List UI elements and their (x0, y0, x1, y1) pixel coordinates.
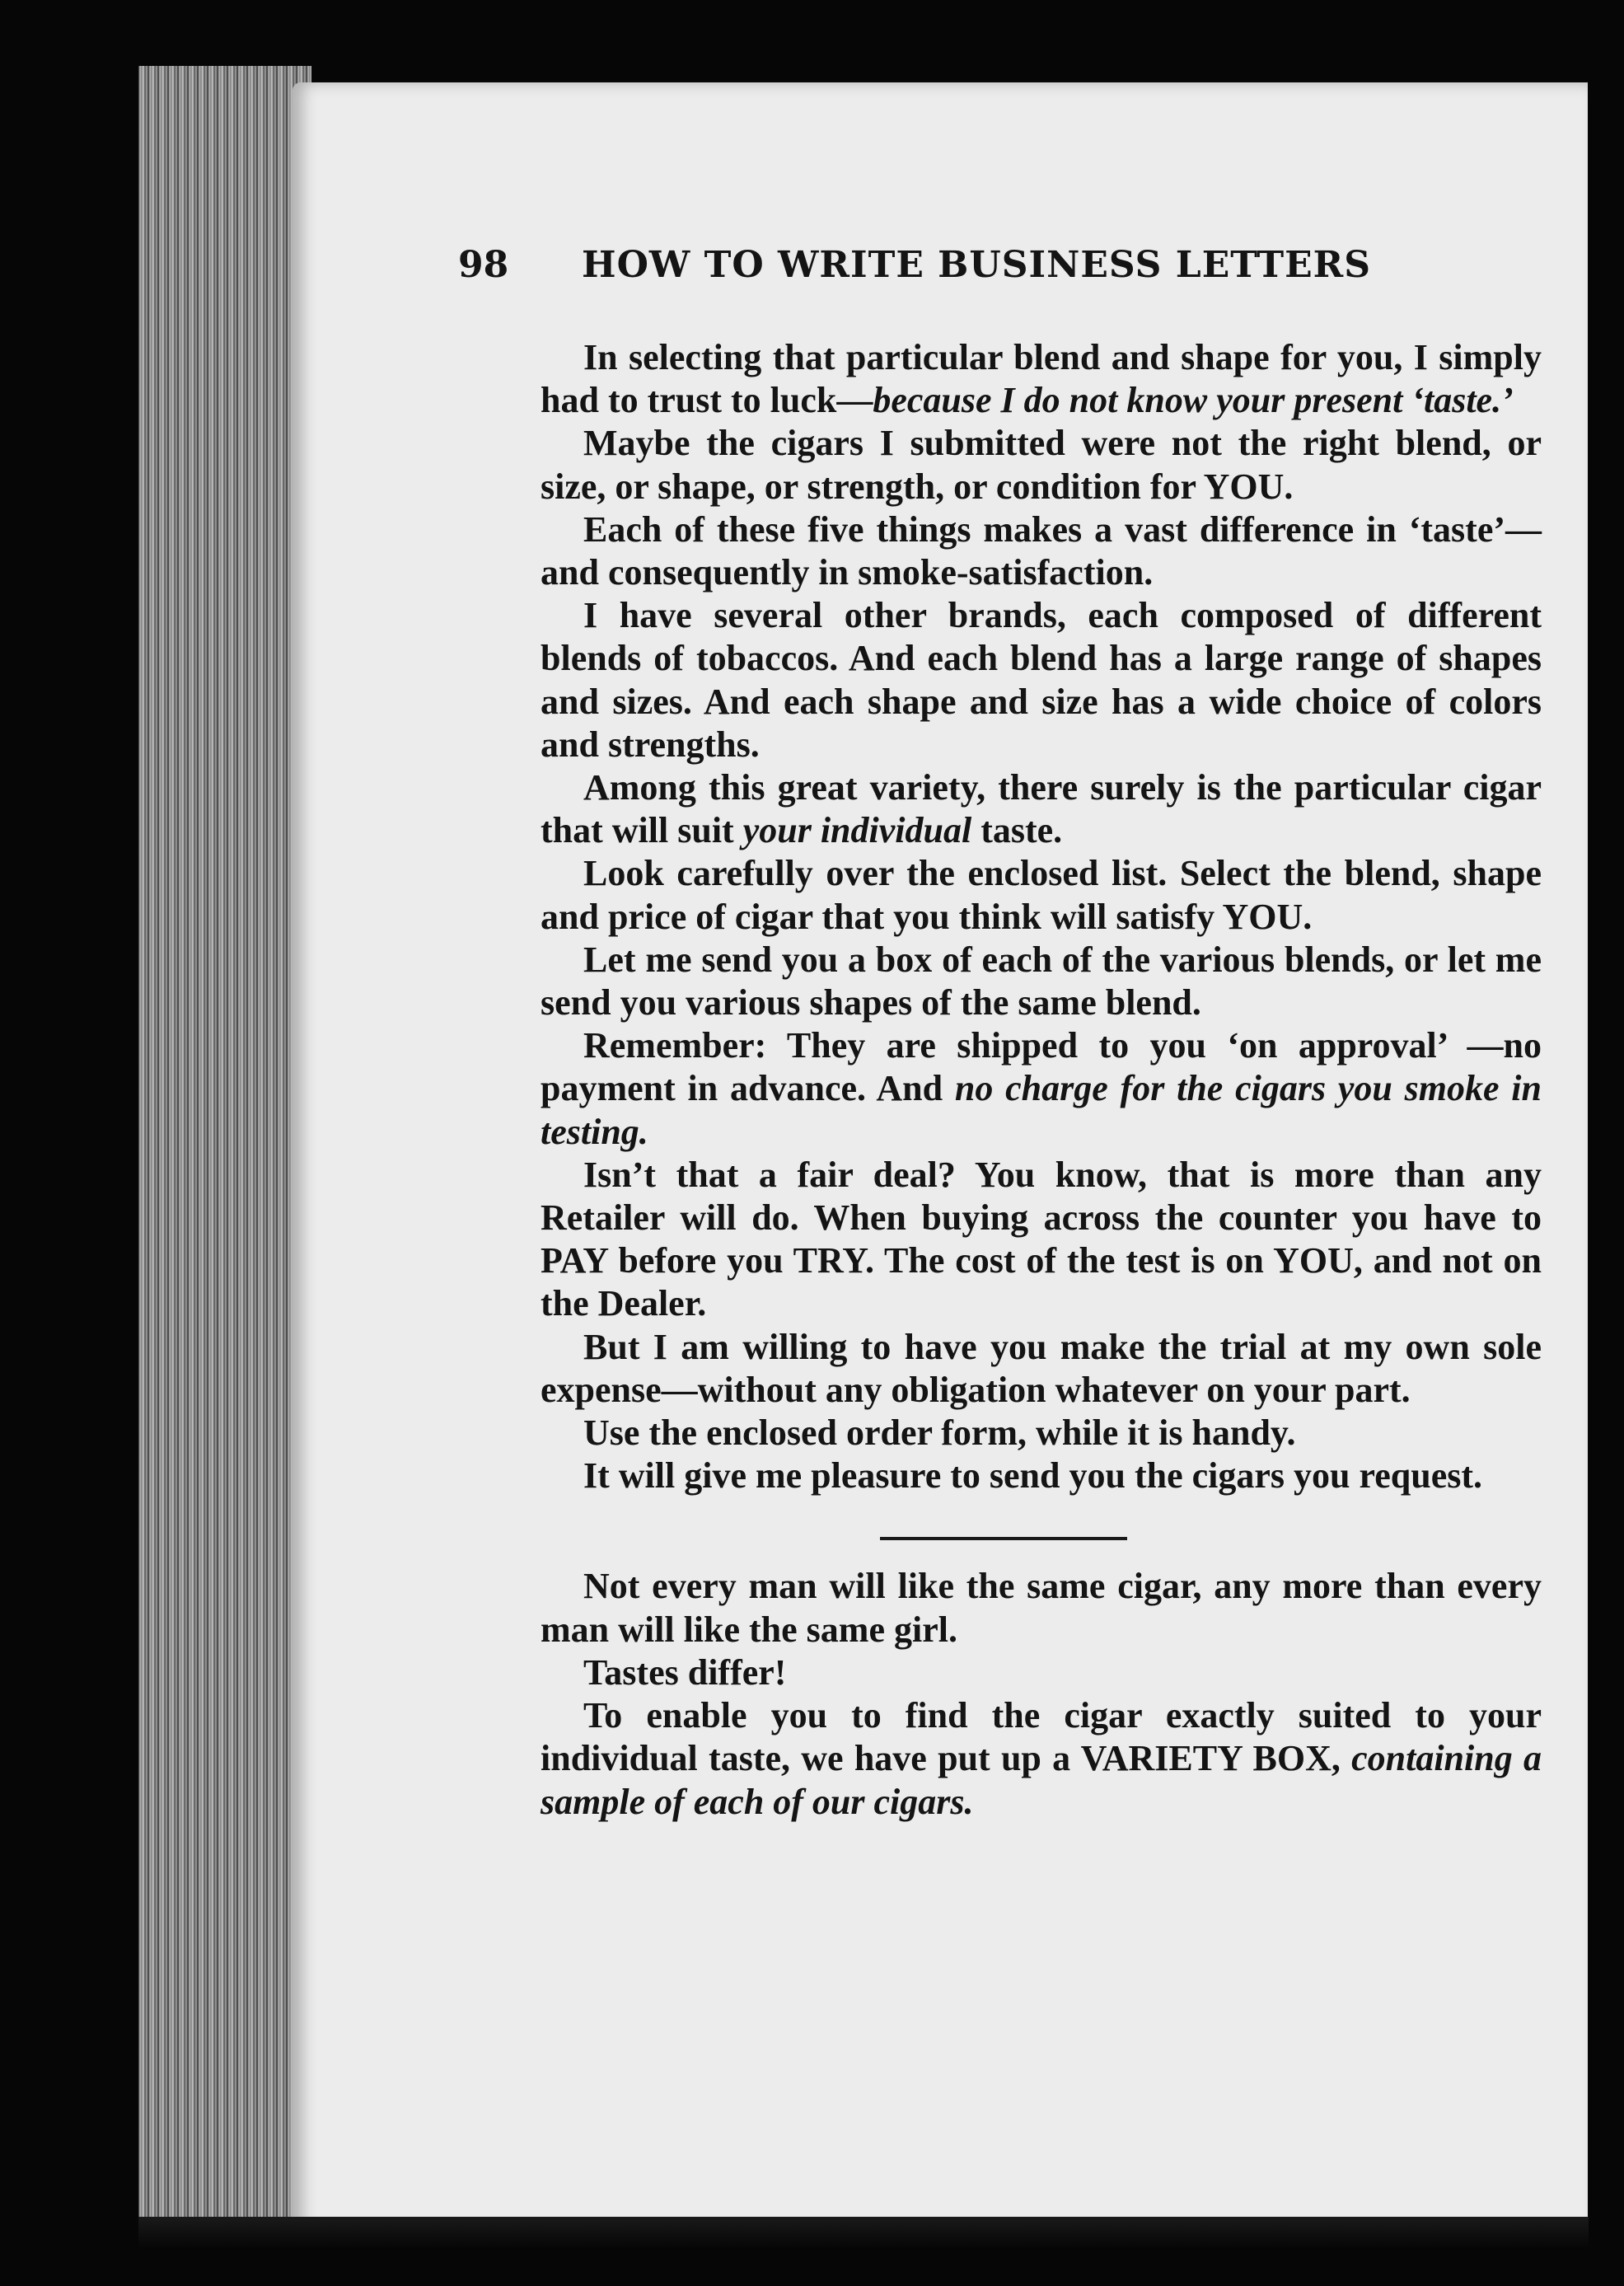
paragraph (541, 766, 1542, 852)
paragraph (541, 594, 1542, 766)
text-run: Isn’t that a fair deal? You know, that is more than any Retailer will do. When buying across the counter you have to PAY before you TRY. The cost of the test is on YOU, and not on the Dealer. (541, 1154, 1542, 1324)
italic-text: your individual (742, 810, 972, 851)
italic-text: no charge for the cigars you smoke in testing. (541, 1068, 1542, 1152)
paragraph (541, 1455, 1542, 1497)
paragraph (541, 508, 1542, 594)
running-header (458, 244, 1430, 286)
text-run: Let me send you a box of each of the various blends, or let me send you various shapes of the same blend. (541, 939, 1542, 1024)
page-body (541, 336, 1542, 1824)
page-number: 98 (458, 244, 509, 286)
text-run: Use the enclosed order form, while it is handy. (583, 1412, 1296, 1454)
book-page-edges (138, 66, 311, 2233)
text-run: Look carefully over the enclosed list. Select the blend, shape and price of cigar that you think will satisfy YOU. (541, 853, 1542, 937)
paragraph (541, 336, 1542, 422)
paragraph (541, 1326, 1542, 1412)
paragraph (541, 852, 1542, 938)
paragraph (541, 1024, 1542, 1154)
text-run: taste. (971, 810, 1063, 851)
paragraph (541, 1651, 1542, 1694)
paragraph (541, 422, 1542, 508)
text-run: Not every man will like the same cigar, any more than every man will like the same girl. (541, 1566, 1542, 1650)
text-run: Each of these five things makes a vast difference in ‘taste’—and consequently in smoke-satisfaction. (541, 508, 1542, 593)
text-run: To enable you to find the cigar exactly suited to your individual taste, we have put up a VARIETY BOX, (541, 1695, 1542, 1779)
text-run: Tastes differ! (583, 1651, 787, 1693)
page-bottom-shadow (138, 2217, 1589, 2250)
text-run: Remember: They are shipped to you ‘on approval’ —no payment in advance. And (541, 1025, 1542, 1109)
paragraph (541, 1154, 1542, 1326)
text-run: Maybe the cigars I submitted were not the right blend, or size, or shape, or strength, or condition for YOU. (541, 423, 1542, 507)
text-run: Among this great variety, there surely is the particular cigar that will suit (541, 767, 1542, 851)
italic-text: because I do not know your present ‘taste.’ (873, 380, 1514, 421)
paragraph (541, 1412, 1542, 1455)
text-run: In selecting that particular blend and shape for you, I simply had to trust to luck— (541, 337, 1542, 421)
text-run: But I am willing to have you make the trial at my own sole expense—without any obligation whatever on your part. (541, 1326, 1542, 1410)
running-title: HOW TO WRITE BUSINESS LETTERS (582, 244, 1372, 286)
paragraph (541, 1694, 1542, 1824)
paragraph (541, 1565, 1542, 1651)
text-run: It will give me pleasure to send you the cigars you request. (583, 1455, 1482, 1497)
letter-one (541, 336, 1542, 1497)
text-run: I have several other brands, each composed of different blends of tobaccos. And each blend has a large range of shapes and sizes. And each shape and size has a wide choice of colors and strengths. (541, 595, 1542, 765)
section-divider (880, 1537, 1127, 1540)
paragraph (541, 939, 1542, 1024)
letter-two (541, 1565, 1542, 1823)
italic-text: containing a sample of each of our cigars. (541, 1738, 1542, 1822)
